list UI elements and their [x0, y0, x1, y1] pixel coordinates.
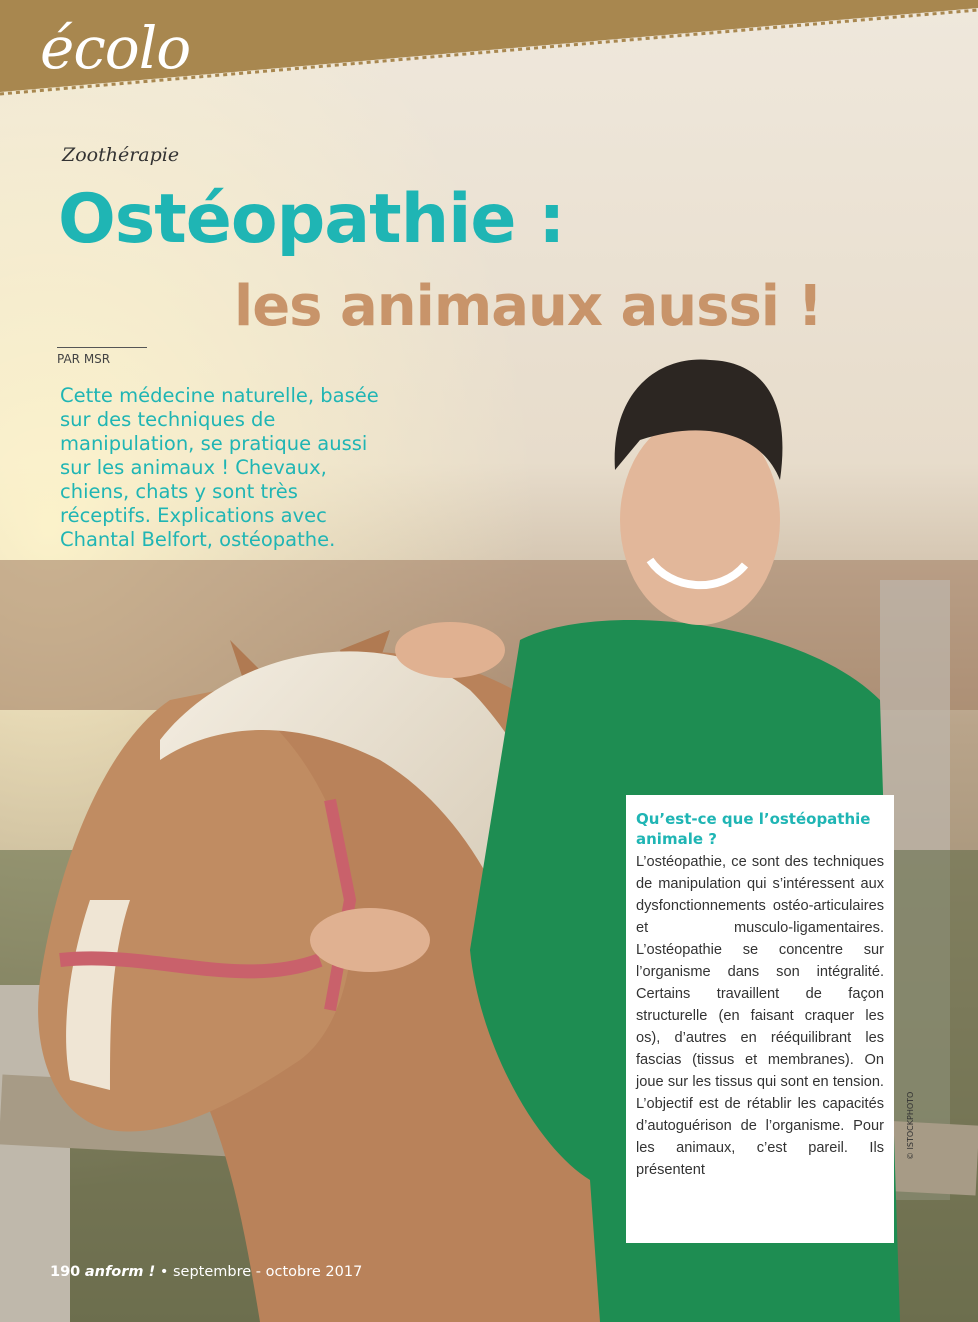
- sidebar-body: L’ostéopathie, ce sont des techniques de manipulation qui s’intéressent aux dysfonctionnements ostéo-articulaires et musculo-ligamentaires. L’ostéopathie se concentre sur l’organisme dans son intégralité. Certains travaillent de façon structurelle (en faisant craquer les os), d’autres en rééquilibrant les fascias (tissus et membranes). On joue sur les tissus qui sont en tension. L’objectif est de rétablir les capacités d’autoguérison de l’organisme. Pour les animaux, c’est pareil. Ils présentent: [636, 854, 884, 1178]
- article-byline: PAR MSR: [57, 352, 111, 366]
- footer-separator: •: [159, 1264, 169, 1280]
- sidebar-heading: Qu’est-ce que l’ostéopathie animale ?: [636, 810, 871, 848]
- photo-credit: © ISTOCKPHOTO: [906, 1091, 915, 1160]
- article-lead: Cette médecine naturelle, basée sur des techniques de manipulation, se pratique aussi sur les animaux ! Chevaux, chiens, chats y sont très réceptifs. Explications avec Chantal Belfort, ostéopathe.: [60, 384, 379, 551]
- byline-rule: [57, 347, 147, 348]
- article-kicker: Zoothérapie: [62, 144, 180, 166]
- page-footer: [50, 1264, 362, 1280]
- magazine-name: anform !: [84, 1264, 156, 1280]
- article-title-line2: les animaux aussi !: [234, 274, 823, 339]
- page-number: 190: [50, 1264, 81, 1280]
- section-label: écolo: [40, 14, 191, 82]
- article-title-line1: Ostéopathie :: [58, 180, 565, 259]
- sidebar-box: [626, 795, 894, 1243]
- issue-date: septembre - octobre 2017: [172, 1264, 363, 1280]
